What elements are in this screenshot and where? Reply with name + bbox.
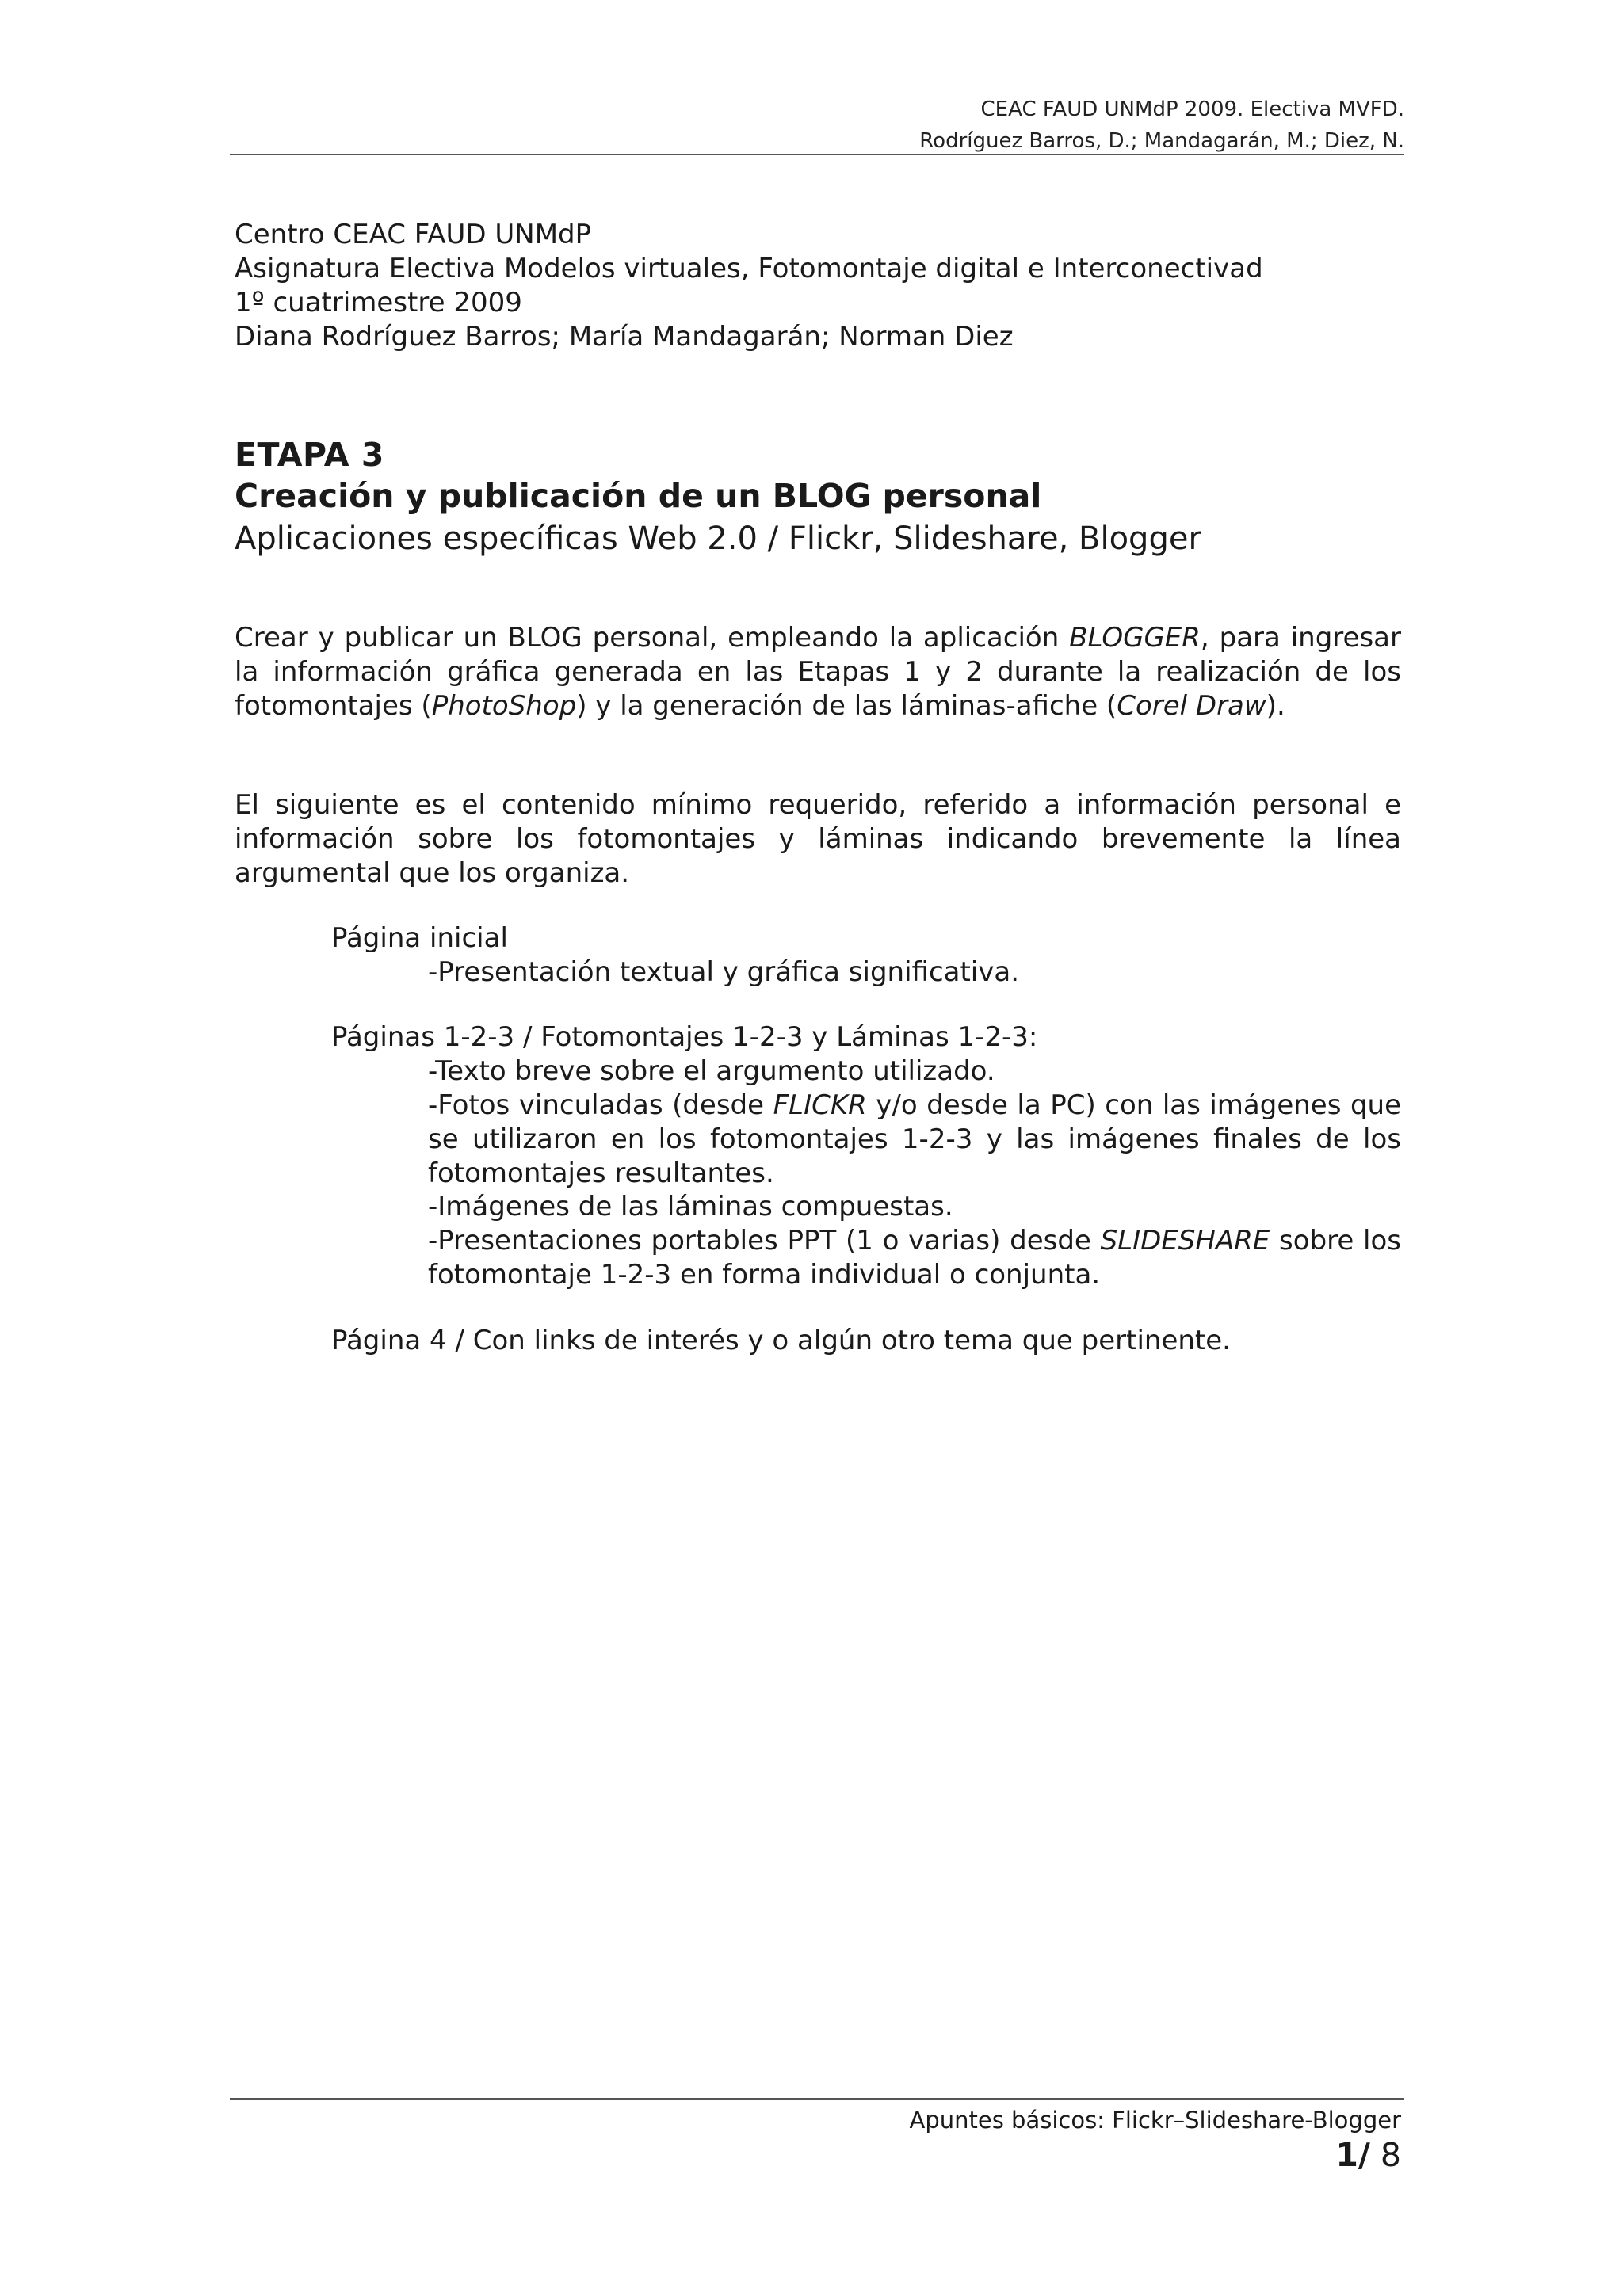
item4-text-b: sobre los fotomontaje 1-2-3 en forma individual o conjunta. <box>428 1225 1402 1291</box>
p1-corel: Corel Draw <box>1117 690 1266 722</box>
p1-text-4: ). <box>1266 690 1285 722</box>
item4-text-a: -Presentaciones portables PPT (1 o varias) desde <box>428 1225 1101 1257</box>
item-imagenes-laminas: -Imágenes de las láminas compuestas. <box>428 1191 953 1222</box>
intro-term: 1º cuatrimestre 2009 <box>235 287 522 318</box>
footer-divider <box>230 2098 1404 2100</box>
item2-flickr: FLICKR <box>773 1089 867 1121</box>
page-subtitle: Aplicaciones específicas Web 2.0 / Flickr, Slideshare, Blogger <box>235 521 1201 557</box>
header-line-course: CEAC FAUD UNMdP 2009. Electiva MVFD. <box>980 97 1404 121</box>
stage-heading: ETAPA 3 <box>235 436 384 474</box>
item2-text-b: y/o desde la PC) con las imágenes que se utilizaron en los fotomontajes 1-2-3 y las imágenes finales de los fotomontajes resultantes. <box>428 1089 1401 1189</box>
footer-title: Apuntes básicos: Flickr–Slideshare-Blogger <box>909 2107 1401 2134</box>
item-texto-breve: -Texto breve sobre el argumento utilizado. <box>428 1055 995 1087</box>
item-fotos-vinculadas <box>428 1089 1401 1191</box>
page-title: Creación y publicación de un BLOG personal <box>235 477 1042 515</box>
running-header <box>230 93 1404 157</box>
section-pagina-4: Página 4 / Con links de interés y o algún otro tema que pertinente. <box>331 1325 1231 1356</box>
intro-center: Centro CEAC FAUD UNMdP <box>235 219 592 250</box>
p1-blogger: BLOGGER <box>1069 622 1201 654</box>
p1-text-2: , para ingresar la información gráfica generada en las Etapas 1 y 2 durante la realización de los fotomontajes ( <box>235 622 1401 722</box>
p1-text-3: ) y la generación de las láminas-afiche ( <box>576 690 1117 722</box>
intro-authors: Diana Rodríguez Barros; María Mandagarán; Norman Diez <box>235 321 1014 353</box>
page-current: 1/ <box>1335 2136 1370 2174</box>
p1-text-1: Crear y publicar un BLOG personal, empleando la aplicación <box>235 622 1070 654</box>
section-pagina-inicial: Página inicial <box>331 922 508 954</box>
item4-slideshare: SLIDESHARE <box>1100 1225 1270 1257</box>
header-divider <box>230 154 1404 155</box>
item2-text-a: -Fotos vinculadas (desde <box>428 1089 773 1121</box>
paragraph-requirements: El siguiente es el contenido mínimo requerido, referido a información personal e información sobre los fotomontajes y láminas indicando brevemente la línea argumental que los organiza. <box>235 789 1401 889</box>
title-block <box>235 434 1201 559</box>
header-line-authors: Rodríguez Barros, D.; Mandagarán, M.; Diez, N. <box>919 129 1404 153</box>
intro-block <box>235 218 1263 354</box>
item-presentacion: -Presentación textual y gráfica significativa. <box>428 956 1020 988</box>
intro-subject: Asignatura Electiva Modelos virtuales, Fotomontaje digital e Interconectivad <box>235 253 1263 284</box>
page-number <box>230 2131 1401 2179</box>
paragraph-intro <box>235 621 1401 723</box>
item-presentaciones <box>428 1224 1401 1292</box>
section-paginas-123: Páginas 1-2-3 / Fotomontajes 1-2-3 y Láminas 1-2-3: <box>331 1021 1038 1053</box>
p1-photoshop: PhotoShop <box>431 690 577 722</box>
page-total: 8 <box>1369 2136 1401 2174</box>
